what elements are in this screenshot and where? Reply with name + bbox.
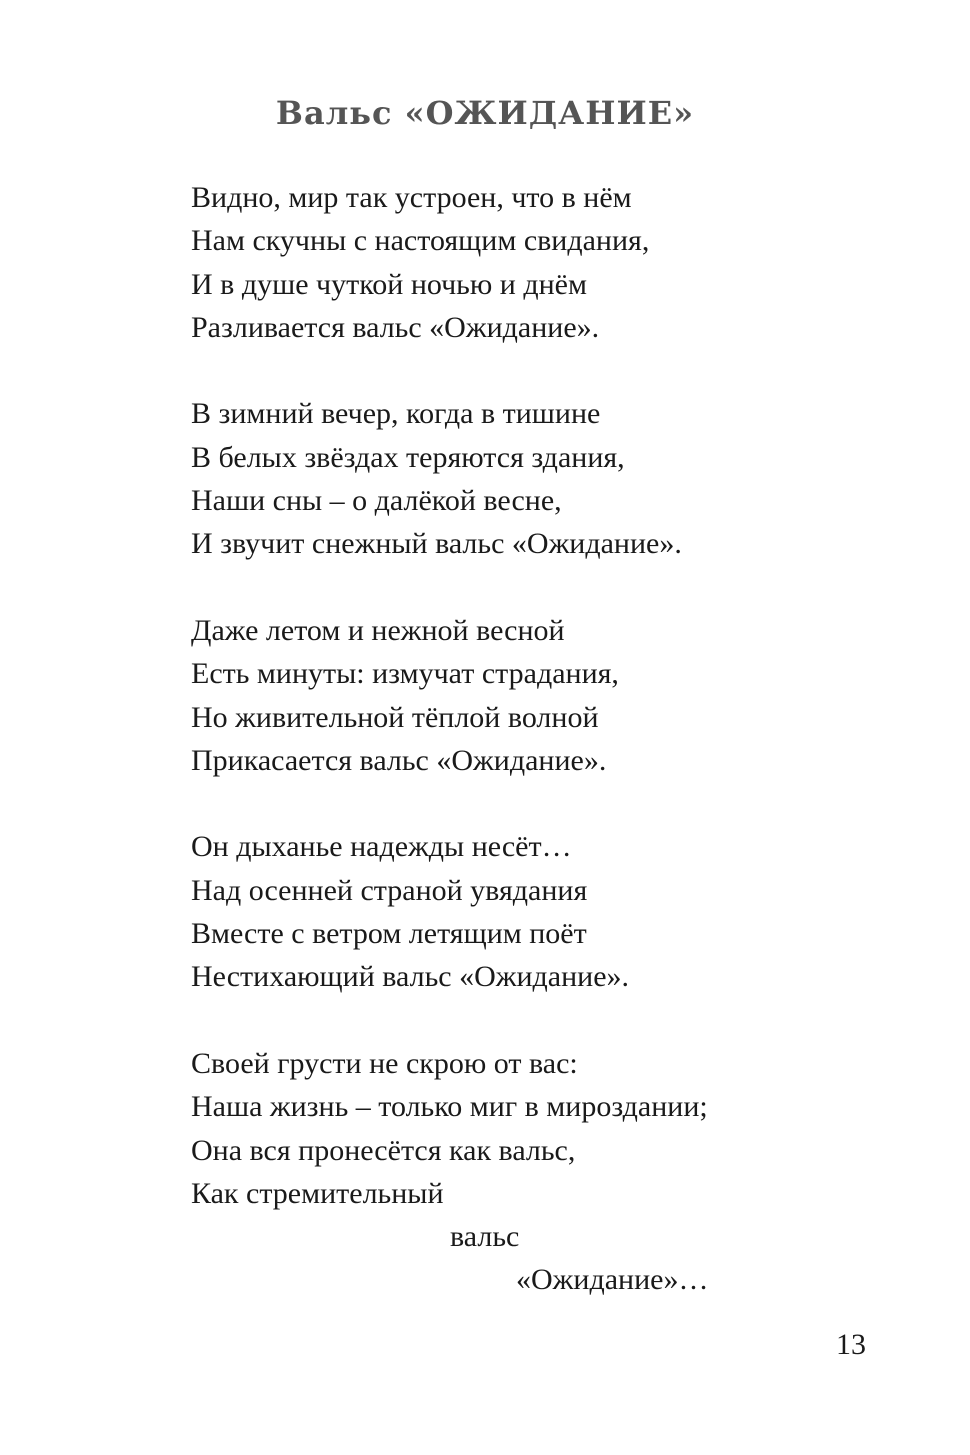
stanza-4 (191, 825, 708, 998)
poem-line: Наша жизнь – только миг в мироздании; (191, 1090, 708, 1124)
poem-line-indented: вальс (450, 1220, 520, 1254)
stanza-3 (191, 609, 708, 782)
poem-line: И звучит снежный вальс «Ожидание». (191, 527, 682, 561)
poem-line: В белых звёздах теряются здания, (191, 440, 625, 474)
stanza-1 (191, 176, 708, 349)
stanza-5 (191, 1042, 708, 1302)
poem-line: Даже летом и нежной весной (191, 613, 565, 647)
poem-title: Вальс «ОЖИДАНИЕ» (275, 94, 695, 132)
poem-line: Она вся пронесётся как вальс, (191, 1133, 576, 1167)
poem-line: Но живительной тёплой волной (191, 700, 599, 734)
poem-line: И в душе чуткой ночью и днём (191, 267, 587, 301)
poem-body (191, 176, 708, 1345)
poem-line: Как стремительный (191, 1176, 444, 1210)
page-number: 13 (836, 1328, 866, 1361)
poem-line: Нестихающий вальс «Ожидание». (191, 960, 630, 994)
poem-line: Он дыханье надежды несёт… (191, 830, 572, 864)
poem-line: Разливается вальс «Ожидание». (191, 310, 600, 344)
poem-line: В зимний вечер, когда в тишине (191, 397, 601, 431)
poem-line: Прикасается вальс «Ожидание». (191, 743, 607, 777)
poem-line: Вместе с ветром летящим поёт (191, 917, 587, 951)
poem-line: Своей грусти не скрою от вас: (191, 1046, 578, 1080)
poem-line-indented: «Ожидание»… (516, 1263, 709, 1297)
poem-line: Наши сны – о далёкой весне, (191, 484, 562, 518)
stanza-2 (191, 392, 708, 565)
poem-line: Над осенней страной увядания (191, 873, 588, 907)
poem-line: Нам скучны с настоящим свидания, (191, 224, 650, 258)
poem-line: Есть минуты: измучат страдания, (191, 657, 619, 691)
poem-line: Видно, мир так устроен, что в нём (191, 181, 632, 214)
